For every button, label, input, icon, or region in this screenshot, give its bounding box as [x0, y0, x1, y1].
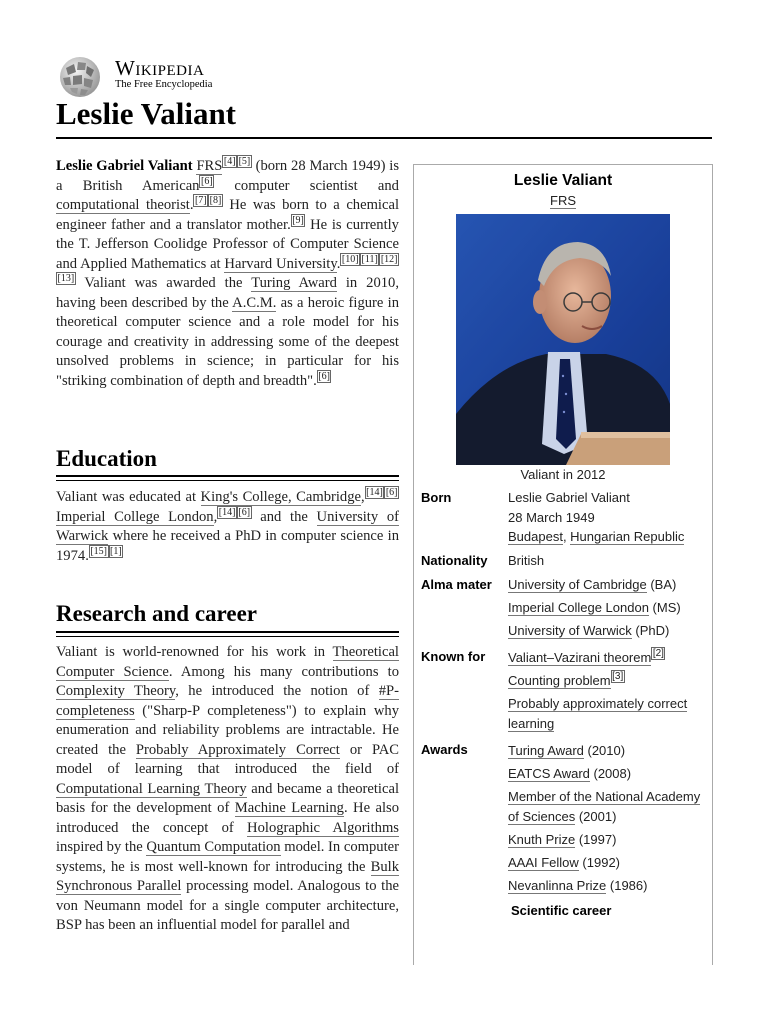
alma-mater-item	[508, 598, 708, 618]
intro-paragraph	[56, 157, 399, 391]
page-title: Leslie Valiant	[56, 96, 237, 131]
known-for-item	[508, 694, 708, 733]
award-item	[508, 764, 708, 784]
alma-mater-link[interactable]: Imperial College London	[508, 600, 649, 615]
turing-award-link[interactable]: Turing Award	[251, 275, 337, 291]
research-text: processing model. Analogous to the von Neumann model for a single computer architecture, BSP has been an influential model for parallel and	[56, 878, 399, 933]
section-divider	[56, 636, 399, 637]
intro-text: He was born to a chemical engineer father and a translator mother.	[56, 197, 399, 233]
award-link[interactable]: AAAI Fellow	[508, 854, 579, 870]
pac-link[interactable]: Probably Approximately Correct	[135, 741, 340, 758]
reference-link[interactable]: [14]	[218, 506, 236, 518]
research-text: , he introduced the notion of	[175, 683, 379, 699]
tcs-link[interactable]: Theoretical Computer Science	[56, 644, 399, 680]
section-divider	[56, 480, 399, 481]
reference-link[interactable]: [8]	[209, 195, 222, 206]
reference-link[interactable]: [4]	[223, 156, 236, 167]
alma-mater-label: Alma mater	[421, 577, 492, 592]
award-year: (2010)	[583, 743, 626, 758]
award-year: (1997)	[575, 831, 617, 847]
reference-link[interactable]: [3]	[612, 671, 624, 682]
research-text: ("Sharp-P completeness") to explain why enumeration and reliability problems are intractable. He created the	[56, 702, 399, 758]
wikipedia-tagline: The Free Encyclopedia	[115, 79, 213, 90]
award-year: (2001)	[575, 808, 617, 824]
known-for-link[interactable]: Probably approximately correct learning	[508, 696, 688, 731]
computational-theorist-link[interactable]: computational theorist	[56, 197, 190, 213]
warwick-link[interactable]: University of Warwick	[56, 508, 399, 544]
section-divider	[56, 475, 399, 477]
research-text: and became a theoretical basis for the development of	[56, 780, 399, 816]
award-link[interactable]: Nevanlinna Prize	[508, 877, 607, 893]
born-value	[508, 488, 708, 547]
reference-link[interactable]: [13]	[57, 273, 75, 284]
wikipedia-globe-icon[interactable]	[56, 54, 104, 98]
frs-link[interactable]: FRS	[196, 158, 223, 174]
research-text: model. In computer systems, he is most well-known for introducing the	[56, 839, 399, 875]
bsp-link[interactable]: Bulk Synchronous Parallel	[56, 858, 399, 894]
born-place-separator: ,	[562, 529, 571, 544]
hungarian-republic-link[interactable]: Hungarian Republic	[570, 529, 685, 544]
education-text: ,	[361, 489, 365, 505]
research-text: or PAC model of learning that introduced the field of	[56, 741, 399, 777]
nationality-label: Nationality	[421, 553, 488, 568]
portrait-photo[interactable]	[456, 214, 670, 465]
budapest-link[interactable]: Budapest	[508, 529, 563, 544]
scientific-career-heading: Scientific career	[511, 903, 612, 918]
section-divider	[56, 631, 399, 633]
alma-mater-item	[508, 575, 708, 595]
portrait-image	[456, 214, 670, 465]
reference-link[interactable]: [5]	[238, 156, 251, 167]
awards-label: Awards	[421, 742, 468, 757]
reference-link[interactable]: [14]	[366, 487, 383, 498]
reference-link[interactable]: [1]	[110, 545, 122, 557]
research-text: . Among his many contributions to	[168, 663, 399, 680]
known-for-item	[508, 648, 708, 668]
education-heading: Education	[56, 446, 157, 471]
award-year: (2008)	[589, 766, 632, 781]
reference-link[interactable]: [15]	[90, 545, 108, 557]
education-text: and the	[251, 508, 317, 525]
clt-link[interactable]: Computational Learning Theory	[56, 780, 247, 797]
alma-mater-note: (MS)	[648, 600, 681, 615]
harvard-link[interactable]: Harvard University	[224, 255, 337, 272]
infobox	[413, 164, 713, 965]
holographic-algorithms-link[interactable]: Holographic Algorithms	[247, 819, 399, 836]
award-item	[508, 853, 708, 873]
reference-link[interactable]: [2]	[652, 648, 664, 659]
award-year: (1992)	[578, 854, 621, 870]
known-for-list	[508, 648, 708, 737]
born-name: Leslie Gabriel Valiant	[508, 490, 630, 505]
sharp-p-link[interactable]: #P-completeness	[56, 683, 399, 719]
subject-name: Leslie Gabriel Valiant	[56, 158, 193, 174]
research-text: Valiant is world-renowned for his work in	[56, 644, 333, 660]
education-section	[56, 488, 399, 566]
reference-link[interactable]: [7]	[194, 195, 207, 206]
acm-link[interactable]: A.C.M.	[232, 294, 277, 311]
alma-mater-item	[508, 621, 708, 641]
research-heading: Research and career	[56, 601, 257, 626]
award-item	[508, 830, 708, 850]
intro-text: He is currently the T. Jefferson Coolidge Professor of Computer Science and Applied Mathematics at	[56, 216, 399, 272]
nationality-value: British	[508, 553, 545, 568]
reference-link[interactable]: [12]	[380, 253, 398, 265]
award-item	[508, 876, 708, 896]
education-text: ,	[213, 508, 218, 525]
research-text: inspired by the	[56, 839, 147, 855]
alma-mater-list	[508, 575, 708, 644]
complexity-theory-link[interactable]: Complexity Theory	[56, 683, 176, 699]
intro-text: as a heroic figure in theoretical computer science and a role model for his courage and creativity in addressing some of the deepest unsolved problems in science; in particular for his "striking combination of depth and breadth".	[56, 294, 399, 389]
alma-mater-note: (BA)	[646, 577, 677, 592]
known-for-item	[508, 671, 708, 691]
reference-link[interactable]: [11]	[361, 253, 378, 265]
reference-link[interactable]: [10]	[341, 253, 359, 265]
award-item	[508, 741, 708, 761]
awards-list	[508, 741, 708, 899]
education-paragraph	[56, 488, 399, 566]
title-divider	[56, 137, 712, 139]
reference-link[interactable]: [9]	[292, 214, 304, 226]
infobox-frs-link[interactable]: FRS	[550, 193, 576, 208]
machine-learning-link[interactable]: Machine Learning	[234, 800, 344, 816]
intro-text: .	[189, 197, 194, 213]
alma-mater-link[interactable]: University of Warwick	[508, 623, 632, 638]
award-item	[508, 787, 708, 826]
known-for-label: Known for	[421, 649, 486, 664]
reference-link[interactable]: [6]	[200, 175, 213, 187]
alma-mater-note: (PhD)	[631, 623, 670, 638]
education-text: Valiant was educated at	[56, 489, 201, 505]
award-link[interactable]: Member of the National Academy of Sciences	[508, 789, 701, 824]
award-year: (1986)	[606, 877, 648, 893]
reference-link[interactable]: [6]	[318, 370, 330, 382]
infobox-title: Leslie Valiant	[513, 172, 613, 189]
reference-link[interactable]: [6]	[385, 487, 398, 498]
intro-text: in 2010, having been described by the	[56, 275, 400, 311]
imperial-college-link[interactable]: Imperial College London	[56, 508, 214, 525]
education-text: where he received a PhD in computer science in 1974.	[56, 528, 399, 564]
infobox-frs	[414, 193, 712, 208]
intro-text: .	[336, 255, 341, 272]
quantum-computation-link[interactable]: Quantum Computation	[146, 839, 281, 855]
reference-link[interactable]: [6]	[238, 506, 251, 518]
born-label: Born	[421, 490, 452, 505]
intro-text: Valiant was awarded the	[75, 275, 252, 291]
research-text: . He also introduced the concept of	[56, 800, 399, 836]
known-for-link[interactable]: Valiant–Vazirani theorem	[508, 650, 652, 665]
alma-mater-link[interactable]: University of Cambridge	[508, 577, 647, 592]
kings-college-link[interactable]: King's College, Cambridge	[200, 489, 361, 505]
known-for-link[interactable]: Counting problem	[508, 673, 611, 688]
research-paragraph	[56, 643, 399, 936]
photo-caption: Valiant in 2012	[520, 467, 606, 482]
born-date: 28 March 1949	[508, 509, 595, 525]
intro-text: computer scientist and	[214, 177, 399, 194]
research-section	[56, 643, 399, 956]
wikipedia-wordmark[interactable]: Wikipedia	[115, 56, 205, 80]
award-link[interactable]: Knuth Prize	[508, 831, 576, 847]
intro-section	[56, 157, 399, 391]
award-link[interactable]: EATCS Award	[508, 766, 590, 781]
intro-text: (born 28 March 1949) is a British American	[56, 158, 399, 194]
award-link[interactable]: Turing Award	[508, 743, 584, 758]
